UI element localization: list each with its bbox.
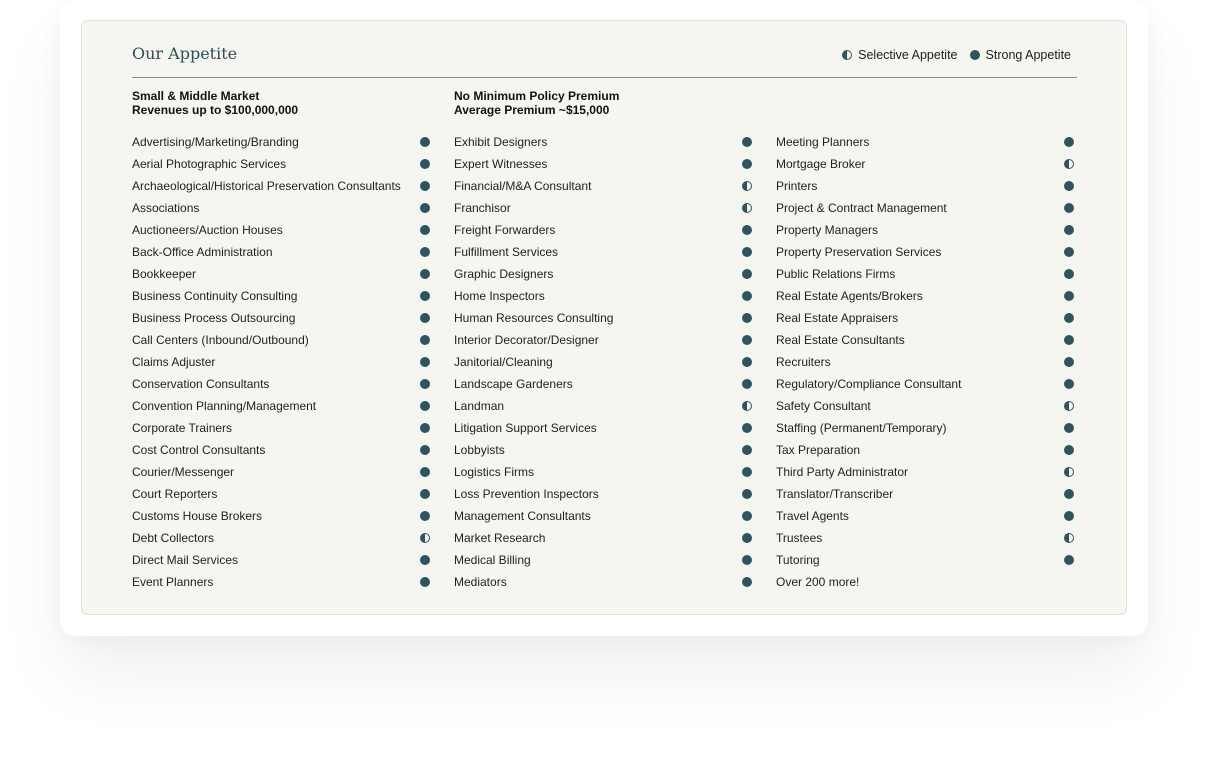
selective-appetite-icon: [1064, 533, 1074, 543]
list-item-label: Property Preservation Services: [776, 245, 942, 259]
strong-appetite-icon: [420, 225, 430, 235]
list-item: [776, 285, 1075, 307]
strong-appetite-icon: [1064, 203, 1074, 213]
list-item: [132, 439, 431, 461]
list-item-label: Loss Prevention Inspectors: [454, 487, 599, 501]
strong-appetite-icon: [1064, 357, 1074, 367]
list-item-label: Customs House Brokers: [132, 509, 263, 523]
list-item-label: Graphic Designers: [454, 267, 554, 281]
strong-appetite-icon: [1064, 181, 1074, 191]
list-item-label: Lobbyists: [454, 443, 505, 457]
strong-appetite-icon: [1064, 445, 1074, 455]
strong-appetite-icon: [420, 313, 430, 323]
strong-appetite-icon: [742, 445, 752, 455]
list-item: [776, 219, 1075, 241]
list-item-label: Landscape Gardeners: [454, 377, 573, 391]
strong-appetite-icon: [420, 247, 430, 257]
strong-appetite-icon: [742, 533, 752, 543]
strong-appetite-icon: [420, 181, 430, 191]
list-item: [132, 241, 431, 263]
card-title: Our Appetite: [132, 44, 238, 63]
strong-appetite-icon: [742, 225, 752, 235]
list-item: [776, 395, 1075, 417]
list-item-label: Bookkeeper: [132, 267, 197, 281]
list-item-label: Public Relations Firms: [776, 267, 896, 281]
list-item-label: Meeting Planners: [776, 135, 870, 149]
column-3-list: [776, 131, 1075, 593]
strong-appetite-icon: [742, 577, 752, 587]
list-item: [132, 395, 431, 417]
strong-appetite-icon: [742, 137, 752, 147]
list-item-label: Property Managers: [776, 223, 879, 237]
column-2-header-line-1: No Minimum Policy Premium: [454, 89, 620, 103]
list-item-label: Aerial Photographic Services: [132, 157, 287, 171]
list-item-label: Printers: [776, 179, 818, 193]
list-item-label: Conservation Consultants: [132, 377, 270, 391]
list-item-label: Janitorial/Cleaning: [454, 355, 553, 369]
list-item-label: Logistics Firms: [454, 465, 535, 479]
selective-appetite-icon: [420, 533, 430, 543]
strong-appetite-icon: [420, 269, 430, 279]
selective-appetite-icon: [742, 203, 752, 213]
list-item: [454, 549, 753, 571]
strong-appetite-icon: [742, 357, 752, 367]
list-item: [132, 549, 431, 571]
list-item: [776, 505, 1075, 527]
legend-item-strong: [970, 48, 1071, 62]
strong-appetite-icon: [420, 159, 430, 169]
list-item-label: Court Reporters: [132, 487, 218, 501]
list-item: [776, 351, 1075, 373]
strong-appetite-icon: [742, 313, 752, 323]
column-2: [454, 89, 753, 593]
strong-appetite-icon: [742, 379, 752, 389]
list-item: [776, 439, 1075, 461]
list-item: [454, 527, 753, 549]
selective-appetite-icon: [1064, 159, 1074, 169]
list-item: [776, 549, 1075, 571]
strong-appetite-icon: [420, 577, 430, 587]
column-2-header-line-2: Average Premium ~$15,000: [454, 103, 610, 117]
strong-appetite-icon: [420, 423, 430, 433]
list-item: [454, 395, 753, 417]
list-item-label: Tax Preparation: [776, 443, 861, 457]
strong-appetite-icon: [420, 335, 430, 345]
list-item-label: Expert Witnesses: [454, 157, 548, 171]
strong-appetite-icon: [420, 467, 430, 477]
list-item-label: Financial/M&A Consultant: [454, 179, 592, 193]
list-item: [132, 505, 431, 527]
list-item: [454, 571, 753, 593]
list-item-label: Trustees: [776, 531, 823, 545]
list-item-label: Real Estate Consultants: [776, 333, 905, 347]
legend-label-strong: Strong Appetite: [985, 48, 1071, 62]
list-item: [132, 527, 431, 549]
list-item-label: Mediators: [454, 575, 507, 589]
legend-item-selective: [842, 48, 957, 62]
column-1: [132, 89, 431, 593]
list-item: [454, 153, 753, 175]
list-item-label: Real Estate Appraisers: [776, 311, 899, 325]
list-item-label: Courier/Messenger: [132, 465, 235, 479]
list-item: [132, 373, 431, 395]
list-item-label: Claims Adjuster: [132, 355, 216, 369]
list-item: [454, 373, 753, 395]
list-item: [776, 263, 1075, 285]
card-header: [132, 44, 1077, 78]
list-item-label: Litigation Support Services: [454, 421, 597, 435]
strong-appetite-icon: [420, 203, 430, 213]
strong-appetite-icon: [742, 489, 752, 499]
list-item: [132, 285, 431, 307]
strong-appetite-icon: [742, 467, 752, 477]
list-item-label: Home Inspectors: [454, 289, 545, 303]
strong-appetite-icon: [742, 555, 752, 565]
list-item-label: Recruiters: [776, 355, 831, 369]
list-item-label: Business Process Outsourcing: [132, 311, 296, 325]
strong-appetite-icon: [420, 555, 430, 565]
legend-label-selective: Selective Appetite: [858, 48, 958, 62]
list-item: [454, 175, 753, 197]
list-item: [454, 307, 753, 329]
list-item-label: Archaeological/Historical Preservation Consultants: [132, 179, 401, 193]
list-item: [454, 131, 753, 153]
list-item: [132, 461, 431, 483]
list-item: [454, 197, 753, 219]
legend: [830, 48, 1071, 62]
list-item: [776, 329, 1075, 351]
strong-appetite-icon: [742, 335, 752, 345]
selective-appetite-icon: [1064, 401, 1074, 411]
strong-appetite-icon: [742, 247, 752, 257]
list-item: [776, 175, 1075, 197]
list-item: [454, 505, 753, 527]
appetite-card: [81, 20, 1127, 615]
list-item-label: Interior Decorator/Designer: [454, 333, 599, 347]
list-item: [776, 197, 1075, 219]
list-item: [776, 417, 1075, 439]
column-1-list: [132, 131, 431, 593]
strong-appetite-icon: [1064, 269, 1074, 279]
list-item-label: Mortgage Broker: [776, 157, 866, 171]
list-item-label: Direct Mail Services: [132, 553, 239, 567]
strong-appetite-icon: [742, 291, 752, 301]
list-item-label: Business Continuity Consulting: [132, 289, 298, 303]
list-item-label: Project & Contract Management: [776, 201, 947, 215]
column-3-header: [776, 89, 1075, 121]
column-1-header: [132, 89, 431, 121]
list-item: [132, 131, 431, 153]
selective-appetite-icon: [742, 181, 752, 191]
list-item: [776, 153, 1075, 175]
list-item: [454, 417, 753, 439]
list-item-label: Regulatory/Compliance Consultant: [776, 377, 962, 391]
list-item: [132, 329, 431, 351]
list-item: [454, 285, 753, 307]
list-item: [132, 571, 431, 593]
list-item: [454, 439, 753, 461]
list-item-label: Over 200 more!: [776, 575, 860, 589]
selective-appetite-icon: [1064, 467, 1074, 477]
column-1-header-line-1: Small & Middle Market: [132, 89, 260, 103]
strong-appetite-icon: [420, 489, 430, 499]
list-item: [776, 131, 1075, 153]
list-item: [776, 571, 1075, 593]
list-item-label: Real Estate Agents/Brokers: [776, 289, 923, 303]
list-item: [776, 373, 1075, 395]
list-item: [454, 351, 753, 373]
strong-appetite-icon: [970, 50, 980, 60]
list-item: [454, 329, 753, 351]
list-item: [132, 483, 431, 505]
list-item: [132, 197, 431, 219]
list-item-label: Associations: [132, 201, 200, 215]
list-item: [776, 307, 1075, 329]
list-item: [776, 483, 1075, 505]
list-item-label: Medical Billing: [454, 553, 531, 567]
selective-appetite-icon: [742, 401, 752, 411]
strong-appetite-icon: [420, 357, 430, 367]
list-item-label: Translator/Transcriber: [776, 487, 894, 501]
list-item: [132, 219, 431, 241]
strong-appetite-icon: [420, 401, 430, 411]
list-item: [132, 307, 431, 329]
list-item-label: Convention Planning/Management: [132, 399, 317, 413]
strong-appetite-icon: [420, 511, 430, 521]
list-item-label: Auctioneers/Auction Houses: [132, 223, 283, 237]
strong-appetite-icon: [420, 137, 430, 147]
list-item: [454, 241, 753, 263]
list-item-label: Travel Agents: [776, 509, 849, 523]
list-item-label: Fulfillment Services: [454, 245, 559, 259]
list-item-label: Franchisor: [454, 201, 511, 215]
list-item-label: Freight Forwarders: [454, 223, 556, 237]
list-item: [132, 153, 431, 175]
list-item: [776, 461, 1075, 483]
list-item: [454, 483, 753, 505]
list-item-label: Back-Office Administration: [132, 245, 273, 259]
list-item-label: Cost Control Consultants: [132, 443, 266, 457]
list-item: [454, 461, 753, 483]
strong-appetite-icon: [742, 269, 752, 279]
strong-appetite-icon: [420, 291, 430, 301]
list-item: [132, 175, 431, 197]
list-item-label: Corporate Trainers: [132, 421, 233, 435]
selective-appetite-icon: [842, 50, 852, 60]
strong-appetite-icon: [420, 445, 430, 455]
list-item: [776, 241, 1075, 263]
list-item: [132, 263, 431, 285]
list-item-label: Advertising/Marketing/Branding: [132, 135, 299, 149]
strong-appetite-icon: [1064, 335, 1074, 345]
list-item-label: Market Research: [454, 531, 546, 545]
column-2-list: [454, 131, 753, 593]
list-item-label: Call Centers (Inbound/Outbound): [132, 333, 309, 347]
column-2-header: [454, 89, 753, 121]
list-item-label: Landman: [454, 399, 505, 413]
list-item-label: Tutoring: [776, 553, 820, 567]
list-item: [776, 527, 1075, 549]
list-item: [132, 351, 431, 373]
strong-appetite-icon: [1064, 379, 1074, 389]
list-item-label: Management Consultants: [454, 509, 591, 523]
list-item-label: Debt Collectors: [132, 531, 215, 545]
strong-appetite-icon: [420, 379, 430, 389]
list-item-label: Staffing (Permanent/Temporary): [776, 421, 947, 435]
strong-appetite-icon: [1064, 555, 1074, 565]
list-item-label: Exhibit Designers: [454, 135, 548, 149]
list-item-label: Third Party Administrator: [776, 465, 909, 479]
strong-appetite-icon: [1064, 313, 1074, 323]
list-item-label: Safety Consultant: [776, 399, 871, 413]
strong-appetite-icon: [1064, 291, 1074, 301]
strong-appetite-icon: [1064, 225, 1074, 235]
list-item: [454, 263, 753, 285]
list-item: [454, 219, 753, 241]
strong-appetite-icon: [742, 159, 752, 169]
strong-appetite-icon: [1064, 247, 1074, 257]
list-item: [132, 417, 431, 439]
strong-appetite-icon: [1064, 489, 1074, 499]
list-item-label: Human Resources Consulting: [454, 311, 614, 325]
strong-appetite-icon: [1064, 511, 1074, 521]
list-item-label: Event Planners: [132, 575, 214, 589]
strong-appetite-icon: [742, 423, 752, 433]
strong-appetite-icon: [1064, 137, 1074, 147]
column-3: [776, 89, 1075, 593]
strong-appetite-icon: [742, 511, 752, 521]
strong-appetite-icon: [1064, 423, 1074, 433]
column-1-header-line-2: Revenues up to $100,000,000: [132, 103, 299, 117]
